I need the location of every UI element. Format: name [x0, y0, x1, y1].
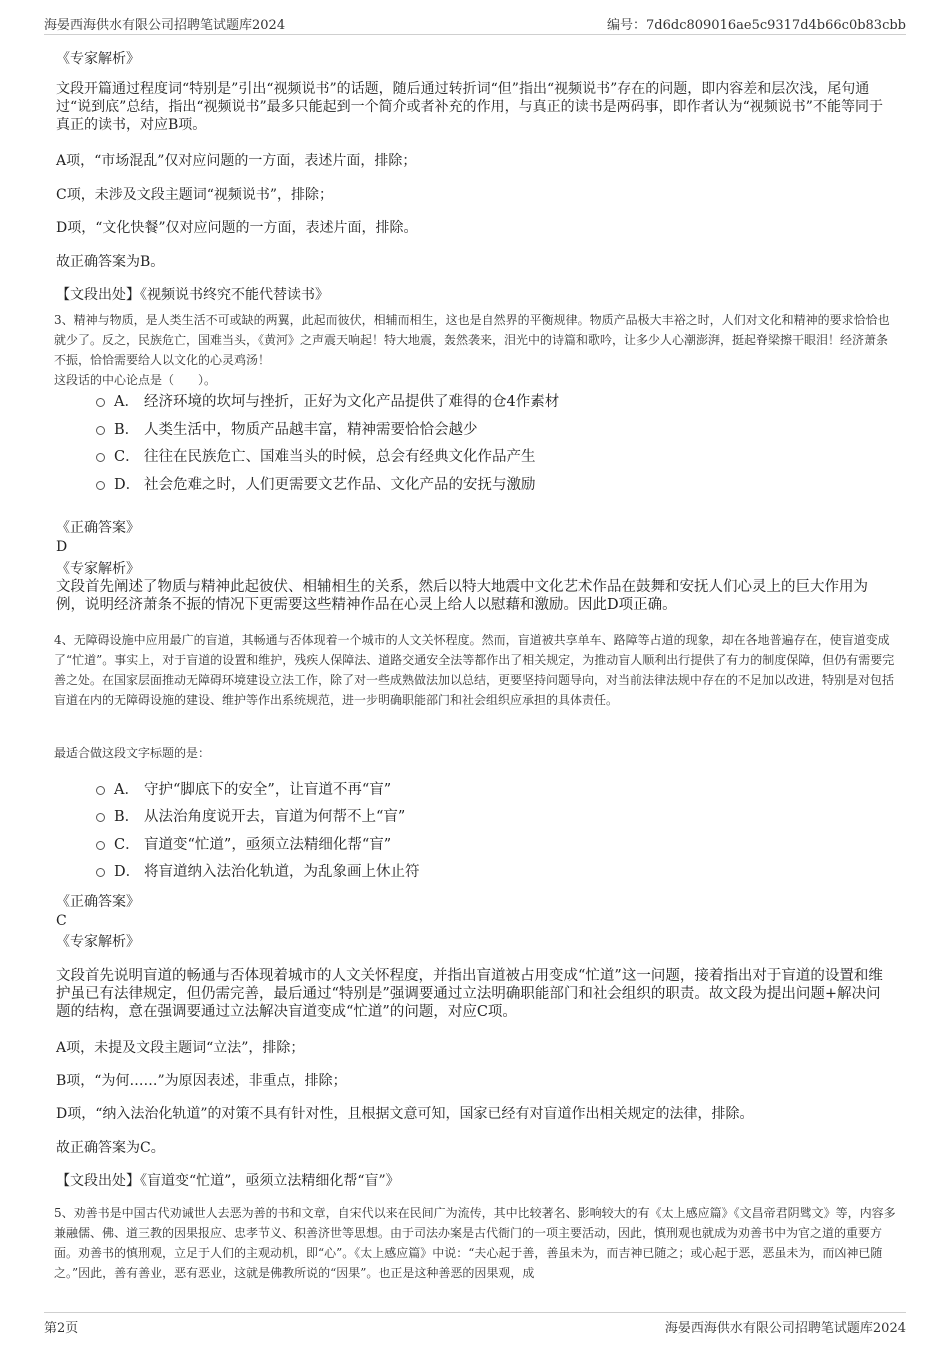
q2-option-d-analysis: D项，“文化快餐”仅对应问题的一方面，表述片面，排除。	[56, 220, 418, 236]
q2-analysis-paragraph: 文段开篇通过程度词“特别是”引出“视频说书”的话题，随后通过转折词“但”指出“视频说书”存在的问题，即内容差和层次浅，尾句通过“说到底”总结，指出“视频说书”最多只能起到一个简介或者补充的作用，与真正的读书是两码事，即作者认为“视频说书”不能等同于真正的读书，对应B项。	[56, 81, 883, 133]
q4-analysis-label: 《专家解析》	[56, 934, 140, 950]
q5-stem: 5、劝善书是中国古代劝诫世人去恶为善的书和文章，自宋代以来在民间广为流传，其中比较著名、影响较大的有《太上感应篇》《文昌帝君阴骘文》等，内容多兼融儒、佛、道三教的因果报应、忠孝节义、积善济世等思想。由于司法办案是古代衙门的一项主要活动，因此，慎刑观也就成为劝善书中为官之道的重要方面。劝善书的慎刑观，立足于人们的主观动机，即“心”。《太上感应篇》中说：“夫心起于善，善虽未为，而吉神已随之；或心起于恶，恶虽未为，而凶神已随之。”因此，善有善业，恶有恶业，这就是佛教所说的“因果”。也正是这种善恶的因果观，成	[54, 1206, 896, 1280]
q3-answer-label: 《正确答案》	[56, 520, 140, 536]
header-title: 海晏西海供水有限公司招聘笔试题库2024	[44, 18, 286, 33]
q2-option-a-analysis: A项，“市场混乱”仅对应问题的一方面，表述片面，排除；	[56, 153, 417, 169]
radio-icon[interactable]	[96, 398, 105, 407]
q2-option-c-analysis: C项，未涉及文段主题词“视频说书”，排除；	[56, 187, 334, 203]
header-doc-id: 编号：7d6dc809016ae5c9317d4b66c0b83cbb	[607, 18, 906, 33]
q4-answer: C	[56, 913, 67, 929]
q3-answer: D	[56, 539, 68, 555]
q4-option-b-analysis: B项，“为何……”为原因表述，非重点，排除；	[56, 1073, 347, 1089]
radio-icon[interactable]	[96, 786, 105, 795]
page-header	[44, 14, 906, 35]
q4-source: 【文段出处】《盲道变“忙道”，亟须立法精细化帮“盲”》	[56, 1173, 400, 1189]
q3-option-b[interactable]: B． 人类生活中，物质产品越丰富，精神需要恰恰会越少	[96, 421, 876, 439]
q4-answer-label: 《正确答案》	[56, 894, 140, 910]
q4-option-d-analysis: D项，“纳入法治化轨道”的对策不具有针对性，且根据文意可知，国家已经有对盲道作出相关规定的法律，排除。	[56, 1106, 754, 1122]
q3-stem: 3、精神与物质，是人类生活不可或缺的两翼，此起而彼伏，相辅而相生，这也是自然界的平衡规律。物质产品极大丰裕之时，人们对文化和精神的要求恰恰也就少了。反之，民族危亡，国难当头，《黄河》之声震天响起！特大地震，轰然袭来，泪光中的诗篇和歌吟，让多少人心潮澎湃，挺起脊梁擦干眼泪！经济萧条不振，恰恰需要给人以文化的心灵鸡汤！	[54, 313, 890, 367]
q4-option-c[interactable]: C． 盲道变“忙道”，亟须立法精细化帮“盲”	[96, 836, 876, 854]
radio-icon[interactable]	[96, 841, 105, 850]
q3-option-c[interactable]: C． 往往在民族危亡、国难当头的时候，总会有经典文化作品产生	[96, 448, 876, 466]
page-number: 第2页	[44, 1321, 79, 1336]
radio-icon[interactable]	[96, 426, 105, 435]
q2-analysis-label: 《专家解析》	[56, 51, 140, 67]
q3-analysis-label: 《专家解析》	[56, 561, 140, 577]
q4-option-a[interactable]: A． 守护“脚底下的安全”，让盲道不再“盲”	[96, 781, 876, 799]
q3-option-d[interactable]: D． 社会危难之时，人们更需要文艺作品、文化产品的安抚与激励	[96, 476, 876, 494]
q4-option-d[interactable]: D． 将盲道纳入法治化轨道，为乱象画上休止符	[96, 863, 876, 881]
radio-icon[interactable]	[96, 813, 105, 822]
q3-option-a[interactable]: A． 经济环境的坎坷与挫折，正好为文化产品提供了难得的仓4作素材	[96, 393, 876, 411]
q3-analysis: 文段首先阐述了物质与精神此起彼伏、相辅相生的关系，然后以特大地震中文化艺术作品在鼓舞和安抚人们心灵上的巨大作用为例，说明经济萧条不振的情况下更需要这些精神作品在心灵上给人以慰藉和激励。因此D项正确。	[56, 579, 868, 613]
q4-prompt: 最适合做这段文字标题的是：	[54, 746, 211, 760]
q3-prompt: 这段话的中心论点是（ ）。	[54, 373, 217, 387]
footer-title: 海晏西海供水有限公司招聘笔试题库2024	[664, 1321, 906, 1336]
q4-conclusion: 故正确答案为C。	[56, 1140, 165, 1156]
radio-icon[interactable]	[96, 453, 105, 462]
q4-analysis: 文段首先说明盲道的畅通与否体现着城市的人文关怀程度，并指出盲道被占用变成“忙道”这一问题，接着指出对于盲道的设置和维护虽已有法律规定，但仍需完善，最后通过“特别是”强调要通过立法明确职能部门和社会组织的职责。故文段为提出问题+解决问题的结构，意在强调要通过立法解决盲道变成“忙道”的问题，对应C项。	[56, 968, 883, 1020]
q2-source: 【文段出处】《视频说书终究不能代替读书》	[56, 287, 329, 303]
radio-icon[interactable]	[96, 868, 105, 877]
q4-stem: 4、无障碍设施中应用最广的盲道，其畅通与否体现着一个城市的人文关怀程度。然而，盲道被共享单车、路障等占道的现象，却在各地普遍存在，使盲道变成了“忙道”。事实上，对于盲道的设置和维护，残疾人保障法、道路交通安全法等都作出了相关规定，为推动盲人顺利出行提供了有力的制度保障，但仍有需要完善之处。在国家层面推动无障碍环境建设立法工作，除了对一些成熟做法加以总结，更要坚持问题导向，对当前法律法规中存在的不足加以改进，特别是对包括盲道在内的无障碍设施的建设、维护等作出系统规范，进一步明确职能部门和社会组织应承担的具体责任。	[54, 633, 895, 707]
page-footer	[44, 1312, 906, 1335]
q4-option-a-analysis: A项，未提及文段主题词“立法”，排除；	[56, 1040, 305, 1056]
radio-icon[interactable]	[96, 481, 105, 490]
q4-option-b[interactable]: B． 从法治角度说开去，盲道为何帮不上“盲”	[96, 808, 876, 826]
q2-conclusion: 故正确答案为B。	[56, 254, 165, 270]
